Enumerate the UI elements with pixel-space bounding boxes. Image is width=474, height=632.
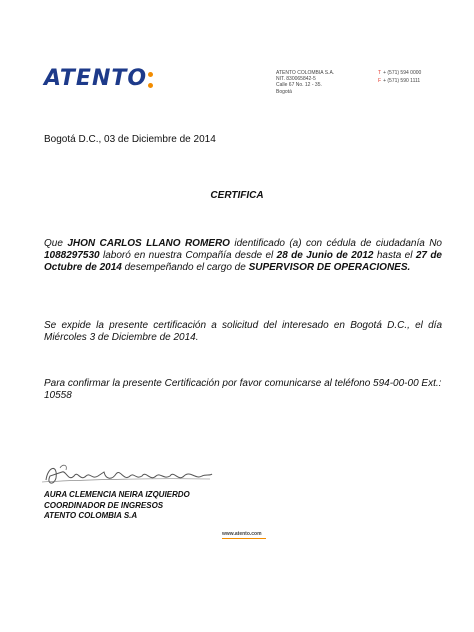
para1-text-1: Que bbox=[44, 238, 68, 249]
certification-paragraph bbox=[44, 238, 442, 274]
company-city: Bogotá bbox=[276, 88, 292, 95]
para1-text-5: desempeñando el cargo de bbox=[121, 262, 249, 273]
handwritten-signature bbox=[40, 458, 216, 494]
signer-title: COORDINADOR DE INGRESOS bbox=[44, 500, 164, 510]
end-date: 27 de Octubre de 2014 bbox=[44, 250, 442, 273]
document-title: CERTIFICA bbox=[210, 190, 264, 201]
company-street: Calle 67 No. 12 - 35. bbox=[276, 82, 322, 89]
signature-block bbox=[44, 490, 190, 522]
issuance-paragraph: Se expide la presente certificación a solicitud del interesado en Bogotá D.C., el día Miércoles 3 de Diciembre de 2014. bbox=[44, 320, 442, 343]
job-position: SUPERVISOR DE OPERACIONES. bbox=[248, 262, 411, 273]
fax-label: F bbox=[378, 77, 382, 84]
phone-number: + (571) 594 0000 bbox=[383, 70, 422, 76]
signer-name: AURA CLEMENCIA NEIRA IZQUIERDO bbox=[44, 490, 190, 499]
signer-company: ATENTO COLOMBIA S.A bbox=[44, 511, 138, 520]
atento-logo bbox=[44, 64, 160, 94]
place-date: Bogotá D.C., 03 de Diciembre de 2014 bbox=[44, 134, 216, 145]
employee-name: JHON CARLOS LLANO ROMERO bbox=[67, 238, 230, 249]
phone-line bbox=[378, 70, 421, 78]
logo-colon-dots bbox=[148, 72, 153, 94]
company-contact bbox=[378, 70, 421, 85]
phone-label: T bbox=[378, 70, 382, 76]
para1-text-3: laboró en nuestra Compañía desde el bbox=[99, 250, 277, 261]
website-underline bbox=[222, 538, 266, 539]
logo-wordmark: ATENTO bbox=[44, 66, 148, 91]
company-website: www.atento.com bbox=[222, 531, 262, 537]
para1-text-2: identificado (a) con cédula de ciudadanía No bbox=[229, 238, 442, 249]
company-nit: NIT. 830065842-5 bbox=[276, 76, 316, 83]
fax-line bbox=[378, 78, 421, 86]
start-date: 28 de Junio de 2012 bbox=[276, 250, 374, 261]
company-name: ATENTO COLOMBIA S.A. bbox=[276, 70, 335, 76]
para1-text-4: hasta el bbox=[373, 250, 416, 261]
fax-number: + (571) 590 1111 bbox=[383, 77, 421, 84]
contact-paragraph: Para confirmar la presente Certificación por favor comunicarse al teléfono 594-00-00 Ext.: 10558 bbox=[44, 378, 442, 401]
id-number: 1088297530 bbox=[44, 250, 100, 261]
company-address bbox=[276, 70, 334, 95]
